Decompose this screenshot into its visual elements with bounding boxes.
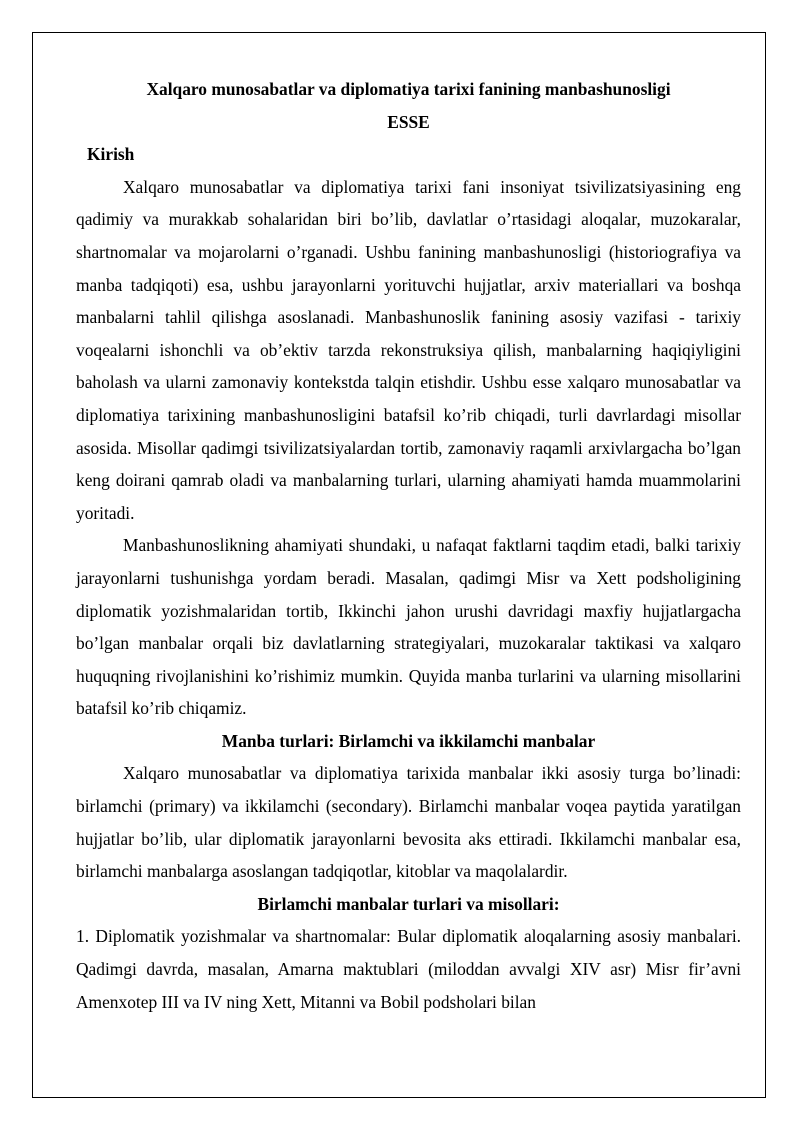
section-heading-sources: Manba turlari: Birlamchi va ikkilamchi manbalar	[221, 730, 596, 751]
intro-paragraph-2: Manbashunoslikning ahamiyati shundaki, u nafaqat faktlarni taqdim etadi, balki tarixiy jarayonlarni tushunishga yordam beradi. Masalan, qadimgi Misr va Xett podsholigining diplomatik yozishmalaridan tortib, Ikkinchi jahon urushi davridagi maxfiy hujjatlargacha bo’lgan manbalar orqali biz davlatlarning strategiyalari, muzokaralar taktikasi va xalqaro huquqning rivojlanishini ko’rishimiz mumkin. Quyida manba turlarini va ularning misollarini batafsil ko’rib chiqamiz.	[76, 535, 741, 719]
intro-heading: Kirish	[87, 144, 135, 165]
section-heading-primary-sources: Birlamchi manbalar turlari va misollari:	[257, 893, 560, 914]
document-title: Xalqaro munosabatlar va diplomatiya tarixi fanining manbashunosligi	[146, 79, 671, 99]
section-paragraph-primary-sources: 1. Diplomatik yozishmalar va shartnomalar: Bular diplomatik aloqalarning asosiy manbalari. Qadimgi davrda, masalan, Amarna maktublari (miloddan avvalgi XIV asr) Misr fir’avni Amenxotep III va IV ning Xett, Mitanni va Bobil podsholari bilan	[76, 926, 741, 1012]
document-body	[76, 73, 741, 1018]
document-subtitle: ESSE	[387, 111, 430, 132]
section-paragraph-sources: Xalqaro munosabatlar va diplomatiya tarixida manbalar ikki asosiy turga bo’linadi: birlamchi (primary) va ikkilamchi (secondary). Birlamchi manbalar voqea paytida yaratilgan hujjatlar bo’lib, ular diplomatik jarayonlarni bevosita aks ettiradi. Ikkilamchi manbalar esa, birlamchi manbalarga asoslangan tadqiqotlar, kitoblar va maqolalardir.	[76, 763, 741, 882]
intro-paragraph-1: Xalqaro munosabatlar va diplomatiya tarixi fani insoniyat tsivilizatsiyasining eng qadimiy va murakkab sohalaridan biri bo’lib, davlatlar o’rtasidagi aloqalar, muzokaralar, shartnomalar va mojarolarni o’rganadi. Ushbu fanining manbashunosligi (historiografiya va manba tadqiqoti) esa, ushbu jarayonlarni yorituvchi hujjatlar, arxiv materiallari va boshqa manbalarni tahlil qilishga asoslanadi. Manbashunoslik fanining asosiy vazifasi - tarixiy voqealarni ishonchli va ob’ektiv tarzda rekonstruksiya qilish, manbalarning haqiqiyligini baholash va ularni zamonaviy kontekstda talqin etishdir. Ushbu esse xalqaro munosabatlar va diplomatiya tarixining manbashunosligini batafsil ko’rib chiqadi, turli davrlardagi misollar asosida. Misollar qadimgi tsivilizatsiyalardan tortib, zamonaviy raqamli arxivlargacha bo’lgan keng doirani qamrab oladi va manbalarning turlari, ularning ahamiyati hamda muammolarini yoritadi.	[76, 176, 741, 523]
